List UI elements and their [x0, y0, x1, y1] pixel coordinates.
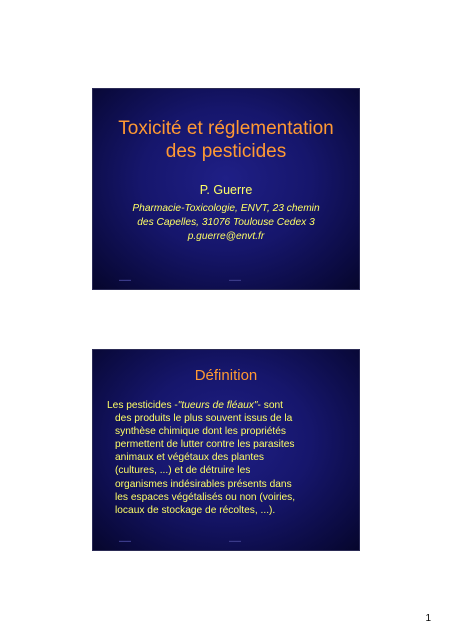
- definition-body: [107, 399, 349, 517]
- title-line-2: des pesticides: [165, 141, 287, 162]
- slide-footer-left: ▬▬▬: [119, 538, 131, 543]
- affiliation-line-2: des Capelles, 31076 Toulouse Cedex 3: [137, 217, 315, 228]
- definition-line-5: animaux et végétaux des plantes: [115, 452, 264, 464]
- definition-line-4: permettent de lutter contre les parasites: [115, 439, 295, 451]
- slide-title-heading: [93, 117, 359, 163]
- author-affiliation: [99, 202, 353, 244]
- slide-definition: [92, 349, 360, 551]
- definition-line-8: les espaces végétalisés ou non (voiries,: [115, 491, 296, 503]
- slide-footer-left: ▬▬▬: [119, 277, 131, 282]
- title-line-1: Toxicité et réglementation: [118, 118, 334, 139]
- slide-footer-right: ▬▬▬: [229, 538, 241, 543]
- slide-footer-right: ▬▬▬: [229, 277, 241, 282]
- line-1-prefix: Les pesticides -: [107, 400, 178, 411]
- definition-line-9: locaux de stockage de récoltes, ...).: [115, 504, 276, 516]
- definition-line-6: (cultures, ...) et de détruire les: [115, 465, 251, 477]
- author-name: P. Guerre: [199, 183, 253, 197]
- definition-line-3: synthèse chimique dont les propriétés: [115, 426, 287, 438]
- affiliation-line-1: Pharmacie-Toxicologie, ENVT, 23 chemin: [132, 203, 320, 214]
- slide-title: [92, 88, 360, 290]
- pesticide-term: "tueurs de fléaux": [177, 400, 258, 411]
- author-email: p.guerre@envt.fr: [187, 231, 265, 242]
- definition-line-1: [107, 399, 349, 412]
- definition-heading: Définition: [194, 367, 258, 384]
- line-1-suffix: - sont: [257, 400, 283, 411]
- definition-line-2: des produits le plus souvent issus de la: [115, 413, 293, 425]
- page-number: 1: [425, 613, 431, 624]
- definition-line-7: organismes indésirables présents dans: [115, 478, 292, 490]
